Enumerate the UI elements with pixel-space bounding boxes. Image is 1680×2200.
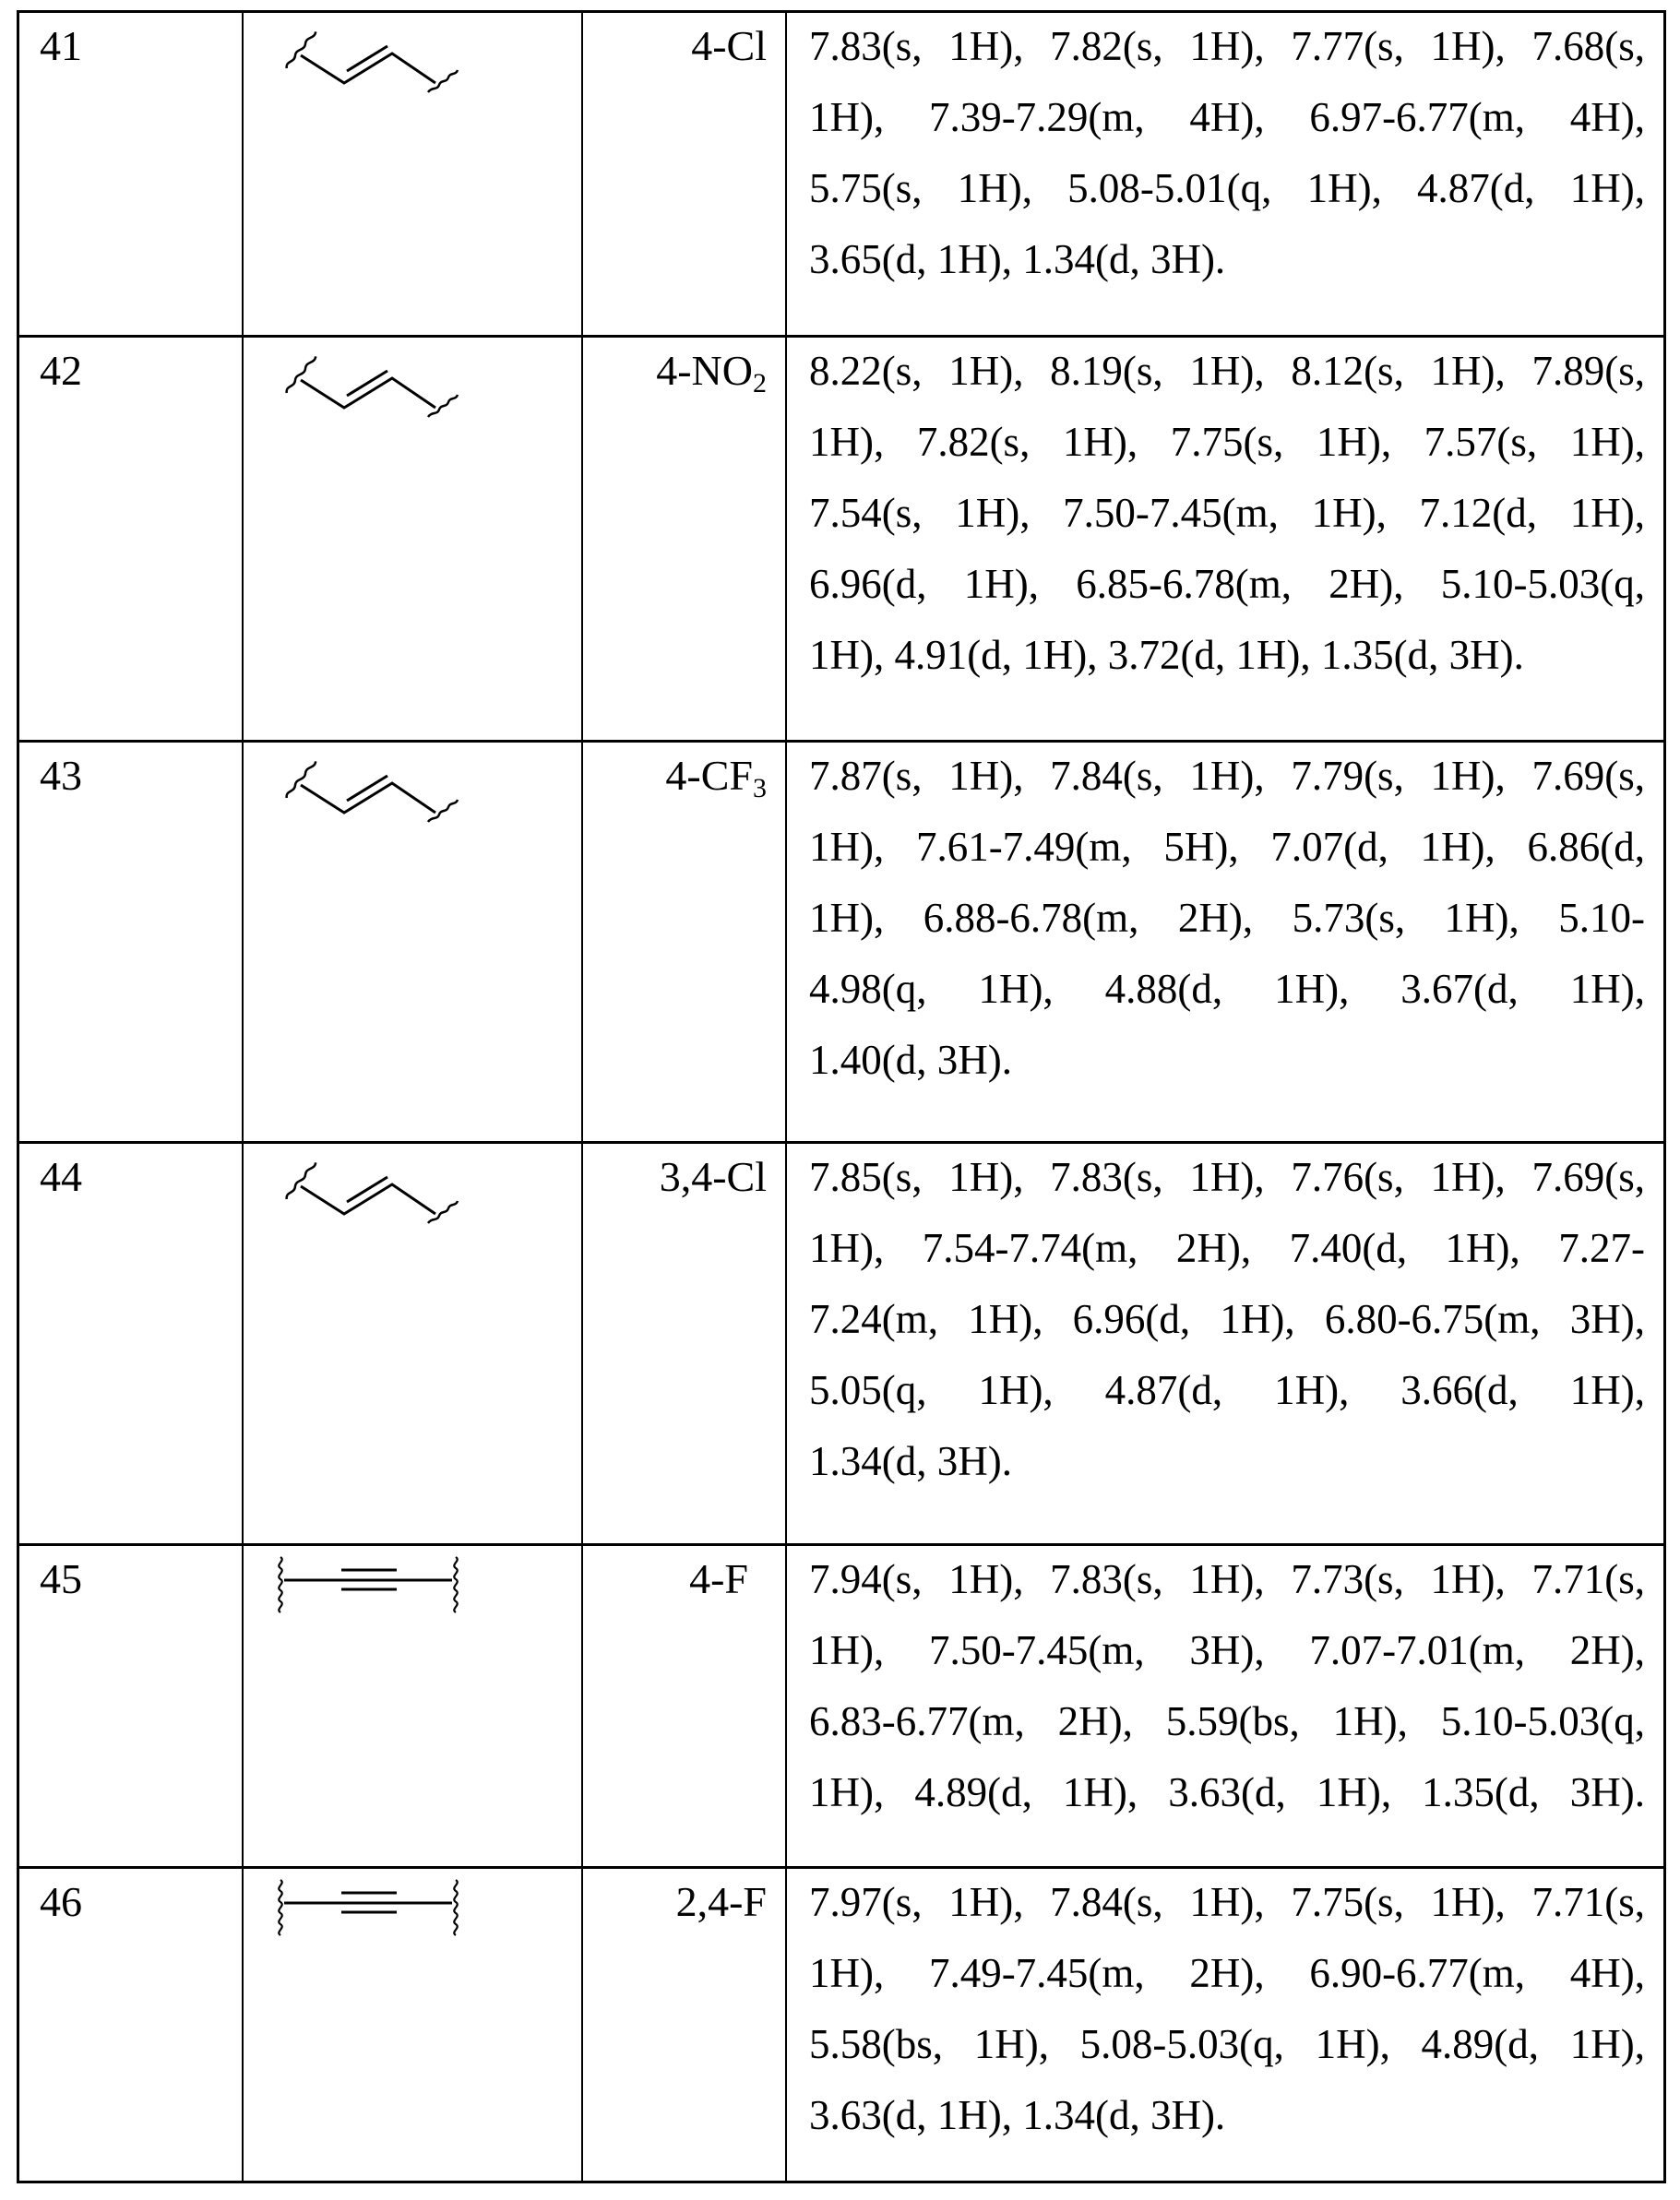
table-row bbox=[19, 1141, 1663, 1544]
compound-id: 46 bbox=[40, 1878, 82, 1925]
nmr-line: 7.87(s, 1H), 7.84(s, 1H), 7.79(s, 1H), 7.69(s, bbox=[809, 753, 1645, 799]
nmr-line: 1.40(d, 3H). bbox=[809, 1037, 1012, 1083]
nmr-shifts bbox=[809, 18, 1645, 303]
nmr-line: 1H), 7.82(s, 1H), 7.75(s, 1H), 7.57(s, 1H), bbox=[809, 419, 1645, 465]
table-row bbox=[19, 13, 1663, 338]
trans-alkene-structure-icon bbox=[280, 1149, 465, 1251]
nmr-shifts bbox=[809, 343, 1645, 698]
nmr-cell bbox=[787, 1144, 1663, 1544]
linker-structure-cell bbox=[244, 338, 583, 741]
nmr-cell bbox=[787, 743, 1663, 1143]
nmr-line: 5.75(s, 1H), 5.08-5.01(q, 1H), 4.87(d, 1H), bbox=[809, 165, 1645, 211]
substituent: 3,4-Cl bbox=[659, 1153, 767, 1200]
nmr-shifts bbox=[809, 1874, 1645, 2158]
nmr-line: 7.97(s, 1H), 7.84(s, 1H), 7.75(s, 1H), 7.71(s, bbox=[809, 1879, 1645, 1925]
nmr-line: 7.94(s, 1H), 7.83(s, 1H), 7.73(s, 1H), 7.71(s, bbox=[809, 1556, 1645, 1602]
nmr-line: 1H), 6.88-6.78(m, 2H), 5.73(s, 1H), 5.10- bbox=[809, 895, 1645, 941]
nmr-line: 7.85(s, 1H), 7.83(s, 1H), 7.76(s, 1H), 7.69(s, bbox=[809, 1154, 1645, 1200]
table-row bbox=[19, 335, 1663, 741]
table-row bbox=[19, 1543, 1663, 1867]
compound-id: 41 bbox=[40, 22, 82, 69]
nmr-line: 3.65(d, 1H), 1.34(d, 3H). bbox=[809, 236, 1226, 282]
nmr-cell bbox=[787, 338, 1663, 741]
compound-id: 42 bbox=[40, 347, 82, 394]
substituent: 4-Cl bbox=[691, 22, 767, 69]
compound-id-cell bbox=[19, 338, 244, 741]
substituent: $4-CF_3$ bbox=[665, 752, 767, 803]
substituent-cell bbox=[583, 1144, 787, 1544]
nmr-cell bbox=[787, 13, 1663, 338]
substituent: $4-NO_2$ bbox=[656, 347, 767, 398]
alkyne-structure-icon bbox=[269, 1876, 472, 1941]
nmr-line: 4.98(q, 1H), 4.88(d, 1H), 3.67(d, 1H), bbox=[809, 966, 1645, 1012]
substituent-cell bbox=[583, 338, 787, 741]
linker-structure-cell bbox=[244, 1546, 583, 1867]
nmr-line: 1H), 7.50-7.45(m, 3H), 7.07-7.01(m, 2H), bbox=[809, 1627, 1645, 1673]
nmr-line: 1H), 7.49-7.45(m, 2H), 6.90-6.77(m, 4H), bbox=[809, 1950, 1645, 1996]
substituent: 2,4-F bbox=[675, 1878, 767, 1925]
table-row bbox=[19, 740, 1663, 1143]
substituent-cell bbox=[583, 13, 787, 338]
substituent: 4-F bbox=[689, 1555, 748, 1602]
compound-id: 43 bbox=[40, 752, 82, 799]
substituent-cell bbox=[583, 1546, 787, 1867]
nmr-line: 1H), 7.61-7.49(m, 5H), 7.07(d, 1H), 6.86(d, bbox=[809, 824, 1645, 870]
table-row bbox=[19, 1866, 1663, 2181]
nmr-line: 7.54(s, 1H), 7.50-7.45(m, 1H), 7.12(d, 1H), bbox=[809, 490, 1645, 536]
nmr-shifts bbox=[809, 1552, 1645, 1836]
nmr-line: 7.83(s, 1H), 7.82(s, 1H), 7.77(s, 1H), 7.68(s, bbox=[809, 23, 1645, 69]
trans-alkene-structure-icon bbox=[280, 748, 465, 850]
nmr-line: 8.22(s, 1H), 8.19(s, 1H), 8.12(s, 1H), 7.89(s, bbox=[809, 348, 1645, 394]
nmr-line: 1H), 7.54-7.74(m, 2H), 7.40(d, 1H), 7.27- bbox=[809, 1225, 1645, 1271]
linker-structure-cell bbox=[244, 13, 583, 338]
nmr-line: 1H), 4.89(d, 1H), 3.63(d, 1H), 1.35(d, 3H). bbox=[809, 1769, 1645, 1815]
alkyne-structure-icon bbox=[269, 1553, 472, 1618]
nmr-line: 5.58(bs, 1H), 5.08-5.03(q, 1H), 4.89(d, 1H), bbox=[809, 2021, 1645, 2067]
trans-alkene-structure-icon bbox=[280, 18, 465, 120]
compound-id-cell bbox=[19, 1546, 244, 1867]
nmr-cell bbox=[787, 1869, 1663, 2181]
nmr-line: 1H), 4.91(d, 1H), 3.72(d, 1H), 1.35(d, 3H). bbox=[809, 632, 1524, 678]
compound-id-cell bbox=[19, 743, 244, 1143]
substituent-cell bbox=[583, 743, 787, 1143]
nmr-line: 3.63(d, 1H), 1.34(d, 3H). bbox=[809, 2092, 1226, 2138]
trans-alkene-structure-icon bbox=[280, 343, 465, 445]
compound-id: 44 bbox=[40, 1153, 82, 1200]
compound-id-cell bbox=[19, 1144, 244, 1544]
linker-structure-cell bbox=[244, 743, 583, 1143]
nmr-line: 6.96(d, 1H), 6.85-6.78(m, 2H), 5.10-5.03(q, bbox=[809, 561, 1645, 607]
nmr-line: 1.34(d, 3H). bbox=[809, 1438, 1012, 1484]
compound-id-cell bbox=[19, 13, 244, 338]
nmr-line: 7.24(m, 1H), 6.96(d, 1H), 6.80-6.75(m, 3H), bbox=[809, 1296, 1645, 1342]
nmr-data-table bbox=[17, 10, 1666, 2183]
nmr-line: 6.83-6.77(m, 2H), 5.59(bs, 1H), 5.10-5.03(q, bbox=[809, 1698, 1645, 1744]
linker-structure-cell bbox=[244, 1144, 583, 1544]
nmr-line: 1H), 7.39-7.29(m, 4H), 6.97-6.77(m, 4H), bbox=[809, 94, 1645, 140]
nmr-line: 5.05(q, 1H), 4.87(d, 1H), 3.66(d, 1H), bbox=[809, 1367, 1645, 1413]
nmr-shifts bbox=[809, 1149, 1645, 1504]
nmr-shifts bbox=[809, 748, 1645, 1103]
substituent-cell bbox=[583, 1869, 787, 2181]
nmr-cell bbox=[787, 1546, 1663, 1867]
compound-id: 45 bbox=[40, 1555, 82, 1602]
compound-id-cell bbox=[19, 1869, 244, 2181]
linker-structure-cell bbox=[244, 1869, 583, 2181]
